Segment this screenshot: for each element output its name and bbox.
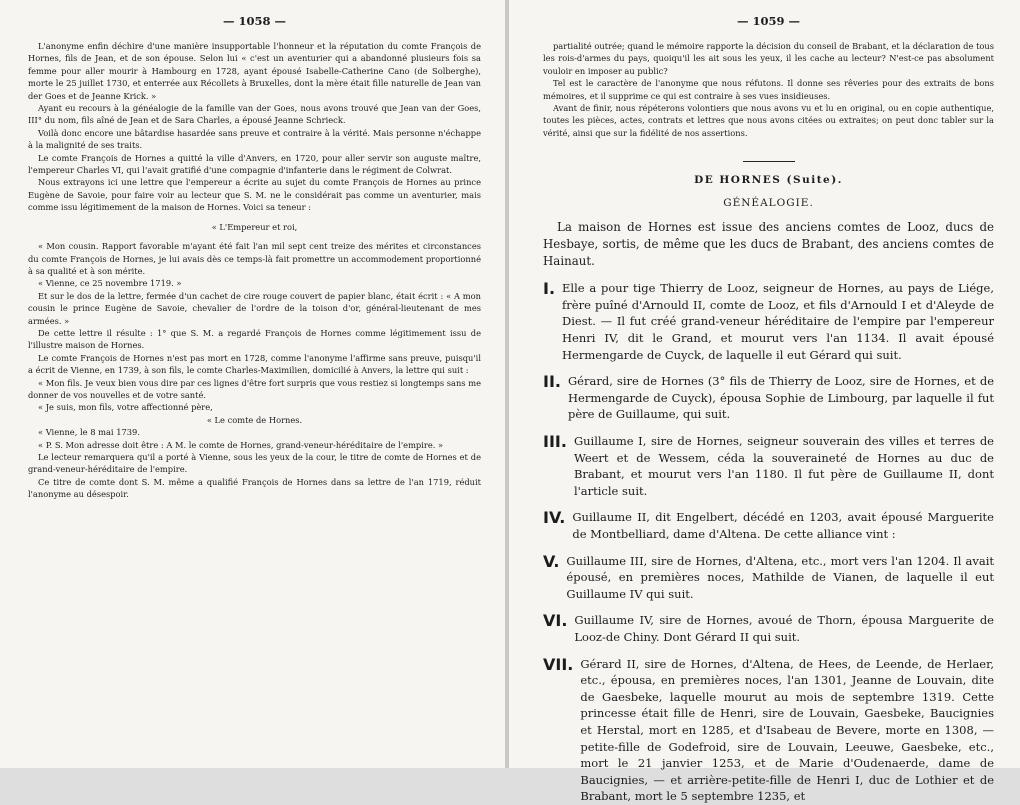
section-divider bbox=[743, 161, 795, 162]
genealogy-intro: La maison de Hornes est issue des anciens comtes de Looz, ducs de Hesbaye, sortis, de même que les ducs de Brabant, des anciens comtes de Hainaut. bbox=[543, 220, 994, 269]
paragraph: Voilà donc encore une bâtardise hasardée sans preuve et contraire à la vérité. Mais personne n'échappe à la malignité de ses traits. bbox=[28, 127, 481, 151]
entry-numeral: V. bbox=[543, 551, 560, 571]
section-title: DE HORNES (Suite). bbox=[694, 174, 843, 187]
genealogy-entry bbox=[543, 373, 994, 423]
paragraph: Avant de finir, nous répéterons volontiers que nous avons vu et lu en original, ou en copie authentique, toutes les pièces, actes, contrats et lettres que nous avons citées ou extraites; on peut donc tabler sur la vérité, ainsi que sur la fidélité de nos assertions. bbox=[543, 103, 994, 138]
entry-numeral: II. bbox=[543, 372, 561, 392]
genealogy-entry bbox=[543, 612, 994, 645]
letter-paragraph: Le comte François de Hornes n'est pas mort en 1728, comme l'anonyme l'affirme sans preuve, puisqu'il a écrit de Vienne, en 1739, à son fils, le comte Charles-Maximilien, domicilié à Anvers, la lettre qui suit : bbox=[28, 352, 481, 376]
right-page bbox=[509, 0, 1020, 804]
entry-numeral: IV. bbox=[543, 508, 566, 528]
page-number-left: — 1058 — bbox=[222, 14, 286, 28]
entry-text: Guillaume III, sire de Hornes, d'Altena, etc., mort vers l'an 1204. Il avait épousé, en premières noces, Mathilde de Vianen, de laquelle il eut Guillaume IV qui suit. bbox=[566, 553, 994, 601]
letter-paragraph: « Vienne, ce 25 novembre 1719. » bbox=[38, 278, 182, 289]
paragraph: Nous extrayons ici une lettre que l'empereur a écrite au sujet du comte François de Hornes au prince Eugène de Savoie, pour faire voir au lecteur que S. M. ne le considérait pas comme un aventurier, mais comme issu légitimement de la maison de Hornes. Voici sa teneur : bbox=[28, 177, 481, 213]
paragraph: Le comte François de Hornes a quitté la ville d'Anvers, en 1720, pour aller servir son auguste maître, l'empereur Charles VI, qui l'avait gratifié d'une compagnie d'infanterie dans le régiment de Colwrat. bbox=[28, 152, 481, 176]
entry-numeral: III. bbox=[543, 432, 567, 451]
letter-paragraph: De cette lettre il résulte : 1° que S. M. a regardé François de Hornes comme légitimement issu de l'illustre maison de Hornes. bbox=[28, 327, 481, 351]
paragraph: Tel est le caractère de l'anonyme que nous réfutons. Il donne ses rêveries pour des extraits de bons mémoires, et il supprime ce qui est contraire à ses vues insidieuses. bbox=[543, 78, 994, 101]
entry-text: Guillaume IV, sire de Hornes, avoué de Thorn, épousa Marguerite de Looz-de Chiny. Dont Gérard II qui suit. bbox=[574, 613, 994, 644]
letter-salutation: « L'Empereur et roi, bbox=[211, 221, 298, 232]
letter-paragraph: Et sur le dos de la lettre, fermée d'un cachet de cire rouge couvert de papier blanc, était écrit : « A mon cousin le prince Eugène de Savoie, chevalier de l'ordre de la toison d'or, général-lieutenant de mes armées. » bbox=[28, 290, 481, 326]
closing-paragraph: Le lecteur remarquera qu'il a porté à Vienne, sous les yeux de la cour, le titre de comte de Hornes et de grand-veneur-héréditaire de l'empire. bbox=[28, 452, 481, 475]
entry-text: Guillaume II, dit Engelbert, décédé en 1203, avait épousé Marguerite de Montbelliard, dame d'Altena. De cette alliance vint : bbox=[572, 510, 994, 541]
closing-paragraph: « Vienne, le 8 mai 1739. bbox=[38, 427, 140, 438]
entry-text: Gérard II, sire de Hornes, d'Altena, de Hees, de Leende, de Herlaer, etc., épousa, en premières noces, l'an 1301, Jeanne de Louvain, dite de Gaesbeke, laquelle mourut au mois de septembre 1319. Cette princesse était fille de Henri, sire de Louvain, Gaesbeke, Baucignies et Herstal, mort en 1285, et d'Isabeau de Bevere, morte en 1308, — petite-fille de Godefroid, sire de Louvain, Leeuwe, Gaesbeke, etc., mort le 21 janvier 1253, et de Marie d'Oudenaerde, dame de Baucignies, — et arrière-petite-fille de Henri I, duc de Lothier et de Brabant, mort le 5 septembre 1235, et bbox=[580, 656, 994, 804]
letter-signature: « Le comte de Hornes. bbox=[206, 414, 303, 425]
genealogy-entry bbox=[543, 280, 994, 363]
genealogy-entry bbox=[543, 509, 994, 542]
paragraph: partialité outrée; quand le mémoire rapporte la décision du conseil de Brabant, et la déclaration de tous les rois-d'armes du pays, quoiqu'il les ait sous les yeux, il les cache au lecteur? N'est-ce pas absolument vouloir en imposer au public? bbox=[543, 41, 994, 76]
genealogy-entry bbox=[543, 656, 994, 805]
entry-numeral: VI. bbox=[543, 611, 568, 631]
entry-text: Guillaume I, sire de Hornes, seigneur souverain des villes et terres de Weert et de Wessem, céda la souveraineté de Hornes au duc de Brabant, et mourut vers l'an 1180. Il fut père de Guillaume II, dont l'article suit. bbox=[573, 434, 994, 498]
closing-paragraph: « P. S. Mon adresse doit être : A M. le comte de Hornes, grand-veneur-héréditaire de l'empire. » bbox=[38, 439, 444, 450]
closing-paragraph: Ce titre de comte dont S. M. même a qualifié François de Hornes dans sa lettre de l'an 1719, réduit l'anonyme au désespoir. bbox=[28, 476, 481, 500]
letter-paragraph: « Je suis, mon fils, votre affectionné père, bbox=[38, 402, 213, 413]
paragraph: Ayant eu recours à la généalogie de la famille van der Goes, nous avons trouvé que Jean van der Goes, III° du nom, fils aîné de Jean et de Sara Charles, a épousé Jeanne Schrieck. bbox=[28, 103, 481, 126]
paragraph: L'anonyme enfin déchire d'une manière insupportable l'honneur et la réputation du comte François de Hornes, fils de Jean, et de son épouse. Selon lui « c'est un aventurier qui a abandonné plusieurs fois sa femme pour aller mourir à Hambourg en 1728, ayant épousé Isabelle-Catherine Cano (de Solberghe), morte le 25 juillet 1730, et enterrée aux Récollets à Bruxelles, dont la mère était fille naturelle de Jean van der Goes et de Jeanne Krick. » bbox=[28, 41, 481, 101]
letter-paragraph: « Mon cousin. Rapport favorable m'ayant été fait l'an mil sept cent treize des mérites et circonstances du comte François de Hornes, je lui avais dès ce temps-là fait promettre un accommodement proportionné à sa qualité et à son mérite. bbox=[28, 241, 481, 276]
left-page bbox=[0, 0, 505, 768]
entry-text: Gérard, sire de Hornes (3° fils de Thierry de Looz, sire de Hornes, et de Hermengarde de Cuyck), épousa Sophie de Limbourg, par laquelle il fut père de Guillaume, qui suit. bbox=[567, 374, 994, 422]
entry-numeral: I. bbox=[543, 279, 556, 299]
page-number-right: — 1059 — bbox=[736, 14, 800, 28]
genealogy-entry bbox=[543, 553, 994, 603]
letter-paragraph: « Mon fils. Je veux bien vous dire par ces lignes d'être fort surpris que vous restiez si longtemps sans me donner de vos nouvelles et de votre santé. bbox=[28, 377, 481, 400]
entry-numeral: VII. bbox=[543, 654, 574, 674]
entry-text: Elle a pour tige Thierry de Looz, seigneur de Hornes, au pays de Liége, frère puîné d'Arnould II, comte de Looz, et fils d'Arnould I et d'Aleyde de Diest. — Il fut créé grand-veneur héréditaire de l'empire par l'empereur Henri IV, dit le Grand, et mourut vers l'an 1134. Il avait épousé Hermengarde de Cuyck, de laquelle il eut Gérard qui suit. bbox=[562, 281, 994, 362]
section-subtitle: GÉNÉALOGIE. bbox=[723, 197, 814, 210]
genealogy-entry bbox=[543, 433, 994, 499]
